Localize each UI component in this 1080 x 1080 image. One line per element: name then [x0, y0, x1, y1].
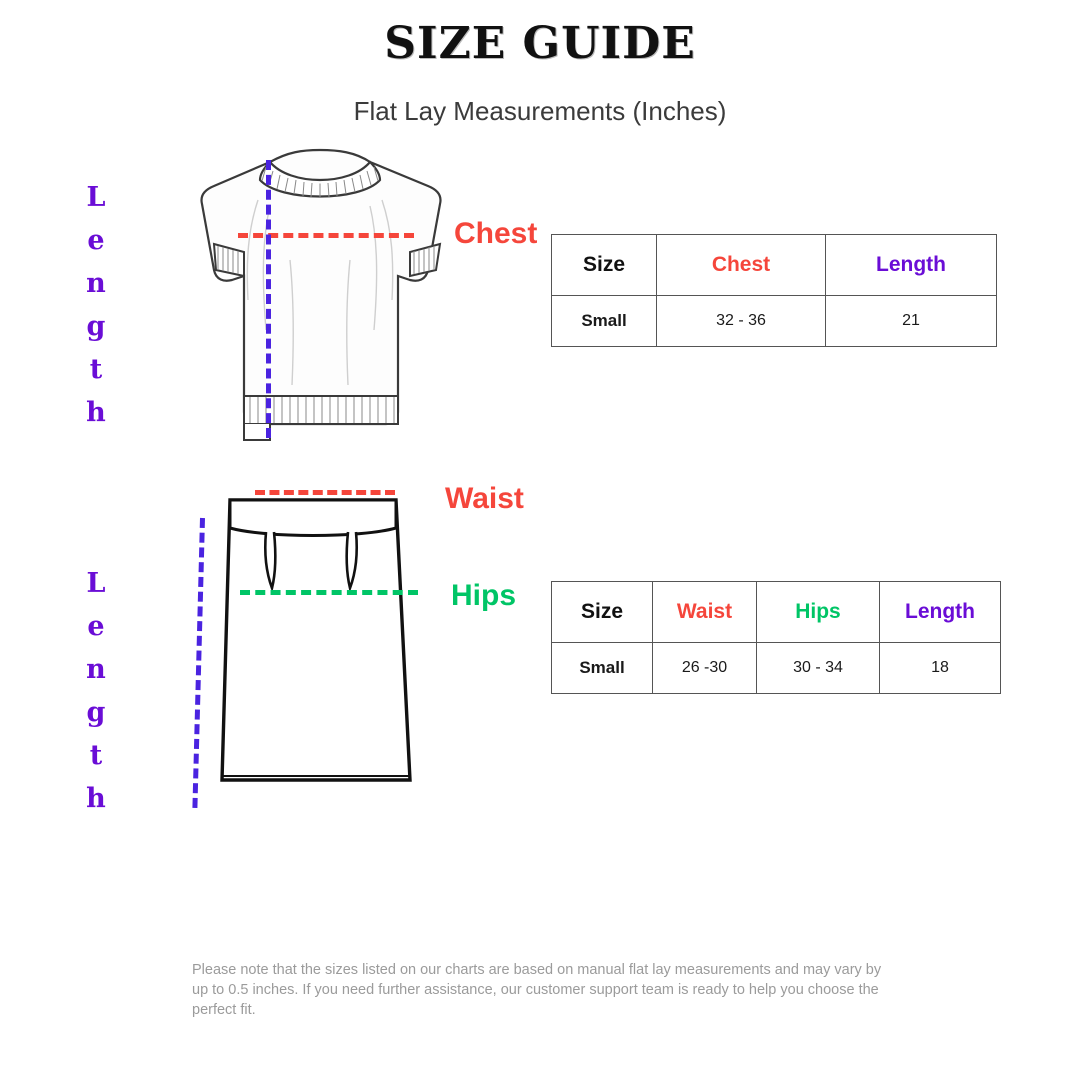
page-subtitle: Flat Lay Measurements (Inches) [353, 96, 727, 126]
bottom-size-table [551, 581, 1001, 694]
length-letter: g [86, 697, 106, 728]
cell-waist: 26 -30 [653, 643, 757, 694]
column-header-waist: Waist [653, 582, 757, 643]
length-letter: L [86, 568, 106, 599]
top-length-measure-line [266, 160, 271, 438]
disclaimer-note: Please note that the sizes listed on our charts are based on manual flat lay measurements and may vary by up to 0.5 inches. If you need further assistance, our customer support team is ready to help you choose the perfect fit. [192, 962, 882, 1018]
cell-size: Small [552, 296, 657, 347]
cell-length: 21 [826, 296, 997, 347]
column-header-size: Size [552, 235, 657, 296]
table-header-row [552, 235, 997, 296]
cell-hips: 30 - 34 [757, 643, 880, 694]
table-header-row [552, 582, 1001, 643]
length-letter: g [86, 311, 106, 342]
skirt-length-vertical-label [76, 562, 116, 820]
page-title: SIZE GUIDE [384, 18, 696, 69]
length-letter: e [87, 225, 105, 256]
top-length-vertical-label [76, 176, 116, 434]
cell-size: Small [552, 643, 653, 694]
length-letter: n [86, 268, 106, 299]
length-letter: n [86, 654, 106, 685]
hips-callout-label: Hips [451, 579, 517, 612]
top-size-table [551, 234, 997, 347]
column-header-size: Size [552, 582, 653, 643]
table-row [552, 296, 997, 347]
column-header-length: Length [826, 235, 997, 296]
waist-measure-line [255, 490, 395, 495]
length-letter: e [87, 611, 105, 642]
hips-measure-line [240, 590, 418, 595]
length-letter: h [86, 397, 106, 428]
pencil-skirt-icon [200, 480, 450, 800]
length-letter: t [89, 740, 103, 771]
chest-callout-label: Chest [454, 217, 538, 250]
column-header-length: Length [880, 582, 1001, 643]
cell-chest: 32 - 36 [657, 296, 826, 347]
column-header-hips: Hips [757, 582, 880, 643]
length-letter: L [86, 182, 106, 213]
length-letter: t [89, 354, 103, 385]
cell-length: 18 [880, 643, 1001, 694]
short-sleeve-knit-top-icon [170, 140, 490, 450]
chest-measure-line [238, 233, 414, 238]
length-letter: h [86, 783, 106, 814]
column-header-chest: Chest [657, 235, 826, 296]
waist-callout-label: Waist [445, 482, 524, 515]
table-row [552, 643, 1001, 694]
